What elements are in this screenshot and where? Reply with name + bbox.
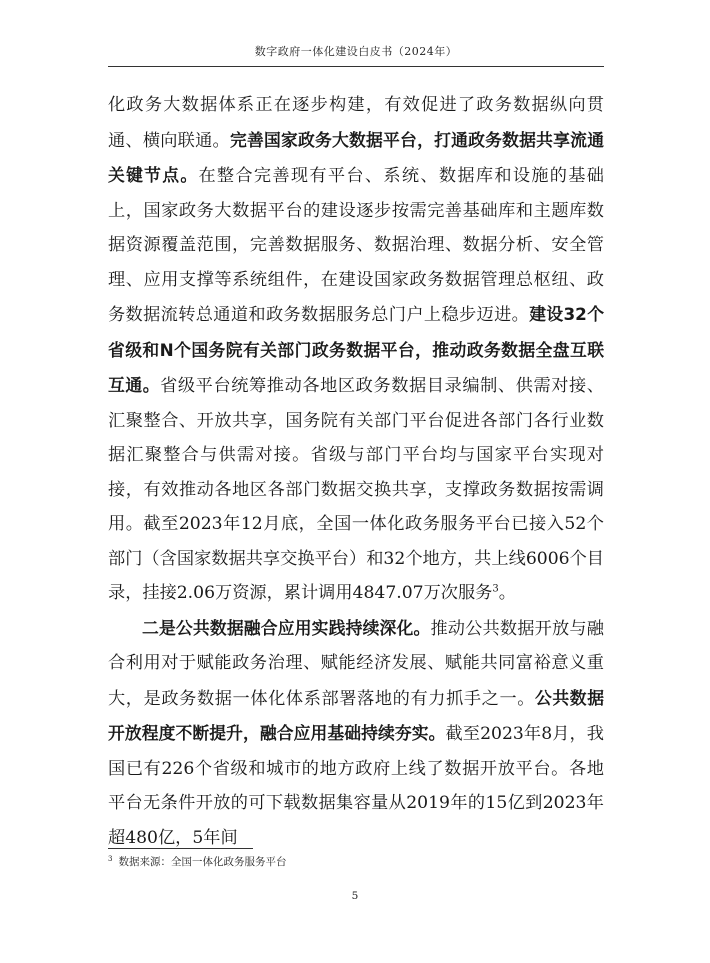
footnote-divider	[108, 848, 253, 849]
page-number: 5	[351, 890, 359, 902]
text-segment: 化政务大数据体系正在逐步构建，有效促进了政务数据纵向贯通、横向联通。	[108, 95, 604, 151]
text-segment: 推动公共数据开放与融合利用对于赋能政务治理、赋能经济发展、赋能共同富裕意义重大，是政务数据一体化体系部署落地的有力抓手之一。	[108, 618, 604, 709]
running-header: 数字政府一体化建设白皮书（2024年）	[254, 45, 458, 58]
text-segment: 截至2023年8月，我国已有226个省级和城市的地方政府上线了数据开放平台。各地平台无条件开放的可下载数据集容量从2019年的15亿到2023年超480亿，5年间	[108, 724, 604, 848]
paragraph	[108, 88, 604, 611]
bold-statement: 完善国家政务大数据平台，打通政务数据共享流通关键节点。	[108, 129, 604, 185]
footnote	[108, 855, 286, 869]
bold-statement: 建设32个省级和N个国务院有关部门政务数据平台，推动政务数据全盘互联互通。	[108, 304, 604, 395]
text-segment: 。	[498, 583, 516, 603]
header-divider	[108, 66, 604, 67]
paragraph	[108, 611, 604, 856]
text-segment: 在整合完善现有平台、系统、数据库和设施的基础上，国家政务大数据平台的建设逐步按需完善基础库和主题库数据资源覆盖范围，完善数据服务、数据治理、数据分析、安全管理、应用支撑等系统组件，在建设国家政务数据管理总枢纽、政务数据流转总通道和政务数据服务总门户上稳步迈进。	[108, 166, 604, 325]
footnote-text: 数据来源：全国一体化政务服务平台	[118, 856, 287, 868]
text-segment: 省级平台统筹推动各地区政务数据目录编制、供需对接、汇聚整合、开放共享，国务院有关部门平台促进各部门各行业数据汇聚整合与供需对接。省级与部门平台均与国家平台实现对接，有效推动各地区各部门数据交换共享，支撑政务数据按需调用。截至2023年12月底，全国一体化政务服务平台已接入52个部门（含国家数据共享交换平台）和32个地方，共上线6006个目录，挂接2.06万资源，累计调用4847.07万次服务	[108, 376, 604, 603]
bold-statement: 二是公共数据融合应用实践持续深化。	[142, 617, 431, 638]
bold-statement: 公共数据开放程度不断提升，融合应用基础持续夯实。	[108, 687, 604, 743]
footnote-reference[interactable]: 3	[492, 583, 499, 595]
document-body	[108, 88, 604, 855]
footnote-marker: 3	[108, 854, 113, 863]
